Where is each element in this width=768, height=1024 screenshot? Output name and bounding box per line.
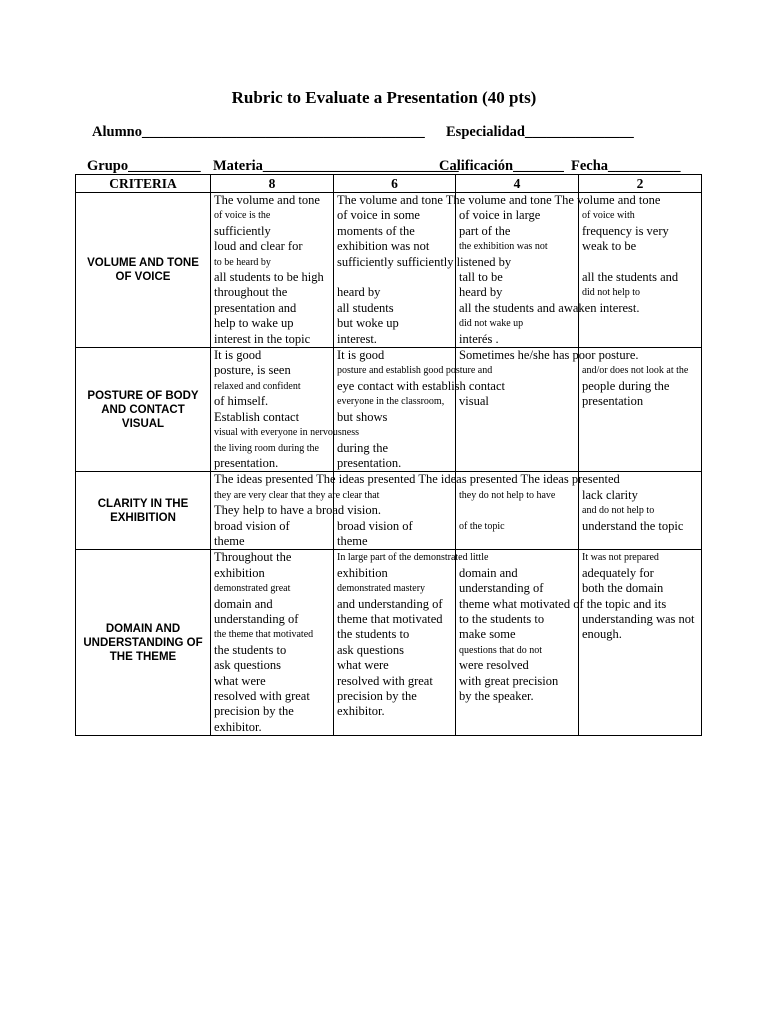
cell-line: all the students and awaken interest. <box>459 300 640 315</box>
cell-line: and understanding of <box>337 596 443 611</box>
cell-line: understanding of <box>459 581 544 596</box>
cell-line: what were <box>214 673 266 688</box>
cell-line: It was not prepared <box>582 552 659 564</box>
cell-line: and/or does not look at the <box>582 365 689 377</box>
cell-line <box>582 441 698 456</box>
cell-line: ask questions <box>214 658 282 673</box>
cell-line <box>459 456 575 471</box>
cell-line <box>459 720 575 735</box>
rubric-cell <box>211 550 334 736</box>
cell-line: theme <box>214 533 245 548</box>
cell-line: did not help to <box>582 287 641 299</box>
cell-line: to be heard by <box>214 256 271 268</box>
cell-line: they are very clear that they are clear that <box>214 489 380 501</box>
cell-line: theme <box>337 533 368 548</box>
cell-line: precision by the <box>214 704 294 719</box>
cell-line: exhibitor. <box>214 719 262 734</box>
rubric-cell <box>211 193 334 348</box>
cell-line: of the topic <box>459 520 505 532</box>
cell-line <box>459 410 575 425</box>
cell-line: throughout the <box>214 285 288 300</box>
cell-line: by the speaker. <box>459 689 534 703</box>
cell-line: lack clarity <box>582 487 638 502</box>
cell-line: exhibitor. <box>337 704 385 719</box>
cell-line: ask questions <box>337 642 405 657</box>
cell-line: they do not help to have <box>459 489 556 501</box>
cell-line <box>582 720 698 735</box>
cell-line: theme that motivated <box>337 611 443 626</box>
cell-line: demonstrated great <box>214 583 291 595</box>
cell-line: did not wake up <box>459 318 524 330</box>
cell-line <box>582 410 698 425</box>
cell-line <box>582 658 698 673</box>
cell-line: but shows <box>337 409 388 424</box>
calificacion-field[interactable]: Calificación_______ <box>439 158 564 174</box>
header-criteria: CRITERIA <box>76 175 211 193</box>
rubric-cell <box>579 550 702 736</box>
cell-line <box>459 441 575 456</box>
cell-line: tall to be <box>459 270 503 285</box>
cell-line <box>582 255 698 270</box>
cell-line: relaxed and confident <box>214 380 301 392</box>
cell-line: exhibition was not <box>337 239 430 254</box>
cell-line <box>459 534 575 549</box>
table-header-row <box>76 175 702 193</box>
cell-line: of voice in some <box>337 208 420 223</box>
header-score-2: 2 <box>579 175 702 193</box>
cell-line: loud and clear for <box>214 239 303 254</box>
cell-line <box>582 643 698 658</box>
cell-line: moments of the <box>337 223 415 238</box>
cell-line: with great precision <box>459 673 559 688</box>
header-score-8: 8 <box>211 175 334 193</box>
cell-line: Throughout the <box>214 550 292 565</box>
cell-line: sufficiently sufficiently listened by <box>337 254 512 269</box>
cell-line: the students to <box>214 642 287 657</box>
cell-line: sufficiently <box>214 223 271 238</box>
cell-line: all students <box>337 300 394 315</box>
cell-line <box>582 534 698 549</box>
cell-line: domain and <box>459 565 518 580</box>
cell-line: interest. <box>337 331 377 346</box>
cell-line: theme what motivated of the topic and its <box>459 596 667 611</box>
cell-line: exhibition <box>337 565 388 580</box>
cell-line: heard by <box>337 285 381 300</box>
cell-line: of himself. <box>214 394 269 409</box>
cell-line <box>459 503 575 518</box>
table-row <box>76 550 702 736</box>
cell-line: understanding of <box>214 611 299 626</box>
cell-line <box>582 332 698 347</box>
cell-line: Sometimes he/she has poor posture. <box>459 348 639 363</box>
cell-line: both the domain <box>582 581 664 596</box>
cell-line: It is good <box>214 348 262 363</box>
cell-line: were resolved <box>459 658 529 673</box>
cell-line: The volume and tone <box>214 193 320 207</box>
cell-line <box>582 704 698 719</box>
cell-line: understanding was not <box>582 611 695 626</box>
rubric-table <box>75 174 702 736</box>
cell-line: presentation and <box>214 300 297 315</box>
page-title: Rubric to Evaluate a Presentation (40 pts) <box>231 88 537 107</box>
cell-line <box>582 689 698 704</box>
cell-line <box>459 425 575 440</box>
cell-line: make some <box>459 627 516 642</box>
cell-line: the students to <box>337 627 410 642</box>
cell-line: enough. <box>582 627 622 642</box>
cell-line: the exhibition was not <box>459 241 548 253</box>
cell-line: frequency is very <box>582 223 669 238</box>
cell-line: adequately for <box>582 565 654 580</box>
cell-line: presentation. <box>214 455 279 470</box>
cell-line: posture and establish good posture and <box>337 365 493 377</box>
cell-line: of voice in large <box>459 208 541 223</box>
cell-line: visual <box>459 394 489 409</box>
cell-line: what were <box>337 658 389 673</box>
cell-line: posture, is seen <box>214 363 291 378</box>
cell-line: to the students to <box>459 611 545 626</box>
cell-line: the living room during the <box>214 442 319 454</box>
criterion-label: POSTURE OF BODY AND CONTACT VISUAL <box>76 348 211 472</box>
cell-line <box>337 720 452 735</box>
cell-line: visual with everyone in nervousness <box>214 427 359 439</box>
cell-line: domain and <box>214 596 273 611</box>
fecha-field[interactable]: Fecha__________ <box>571 158 681 174</box>
cell-line <box>582 456 698 471</box>
cell-line: broad vision of <box>337 518 413 533</box>
cell-line <box>582 316 698 331</box>
criterion-label: DOMAIN AND UNDERSTANDING OF THE THEME <box>76 550 211 736</box>
grupo-field[interactable]: Grupo__________ <box>87 158 201 174</box>
cell-line: the theme that motivated <box>214 629 314 641</box>
cell-line: eye contact with establish contact <box>337 378 505 393</box>
cell-line: The volume and tone The volume and tone The volume and tone <box>337 193 661 207</box>
criterion-label: CLARITY IN THE EXHIBITION <box>76 472 211 550</box>
cell-line: presentation. <box>337 455 402 470</box>
table-row <box>76 193 702 348</box>
cell-line: interest in the topic <box>214 331 311 346</box>
cell-line: exhibition <box>214 565 265 580</box>
rubric-cell <box>579 348 702 472</box>
cell-line: demonstrated mastery <box>337 583 426 595</box>
especialidad-field[interactable]: Especialidad_______________ <box>446 124 634 140</box>
cell-line: It is good <box>337 348 385 363</box>
cell-line: presentation <box>582 394 644 409</box>
cell-line: of voice is the <box>214 210 271 222</box>
cell-line: interés . <box>459 331 499 346</box>
cell-line: people during the <box>582 378 670 393</box>
cell-line <box>582 674 698 689</box>
cell-line: all the students and <box>582 270 679 285</box>
cell-line: resolved with great <box>214 689 310 703</box>
header-score-6: 6 <box>334 175 456 193</box>
cell-line: part of the <box>459 223 511 238</box>
cell-line: precision by the <box>337 689 417 703</box>
cell-line: Establish contact <box>214 409 300 424</box>
rubric-cell <box>579 193 702 348</box>
cell-line: of voice with <box>582 210 635 222</box>
cell-line <box>459 704 575 719</box>
alumno-field[interactable]: Alumno_______________________________________ <box>92 124 425 140</box>
cell-line: In large part of the demonstrated little <box>337 552 489 564</box>
materia-field[interactable]: Materia___________________________ <box>213 158 459 174</box>
cell-line: resolved with great <box>337 673 433 688</box>
cell-line: They help to have a broad vision. <box>214 503 381 518</box>
rubric-cell <box>211 348 359 472</box>
header-score-4: 4 <box>456 175 579 193</box>
criterion-label: VOLUME AND TONE OF VOICE <box>76 193 211 348</box>
table-row <box>76 472 702 550</box>
cell-line: all students to be high <box>214 270 324 285</box>
cell-line <box>582 425 698 440</box>
cell-line: during the <box>337 440 389 455</box>
table-row <box>76 348 702 472</box>
cell-line: understand the topic <box>582 518 684 533</box>
cell-line <box>337 270 452 285</box>
cell-line: but woke up <box>337 316 399 331</box>
cell-line: help to wake up <box>214 316 294 331</box>
cell-line: and do not help to <box>582 505 655 517</box>
cell-line: everyone in the classroom, <box>337 396 445 408</box>
cell-line: questions that do not <box>459 644 543 656</box>
cell-line: heard by <box>459 285 503 300</box>
cell-line: weak to be <box>582 239 637 254</box>
cell-line: The ideas presented The ideas presented The ideas presented The ideas presented <box>214 472 620 487</box>
cell-line: broad vision of <box>214 518 290 533</box>
